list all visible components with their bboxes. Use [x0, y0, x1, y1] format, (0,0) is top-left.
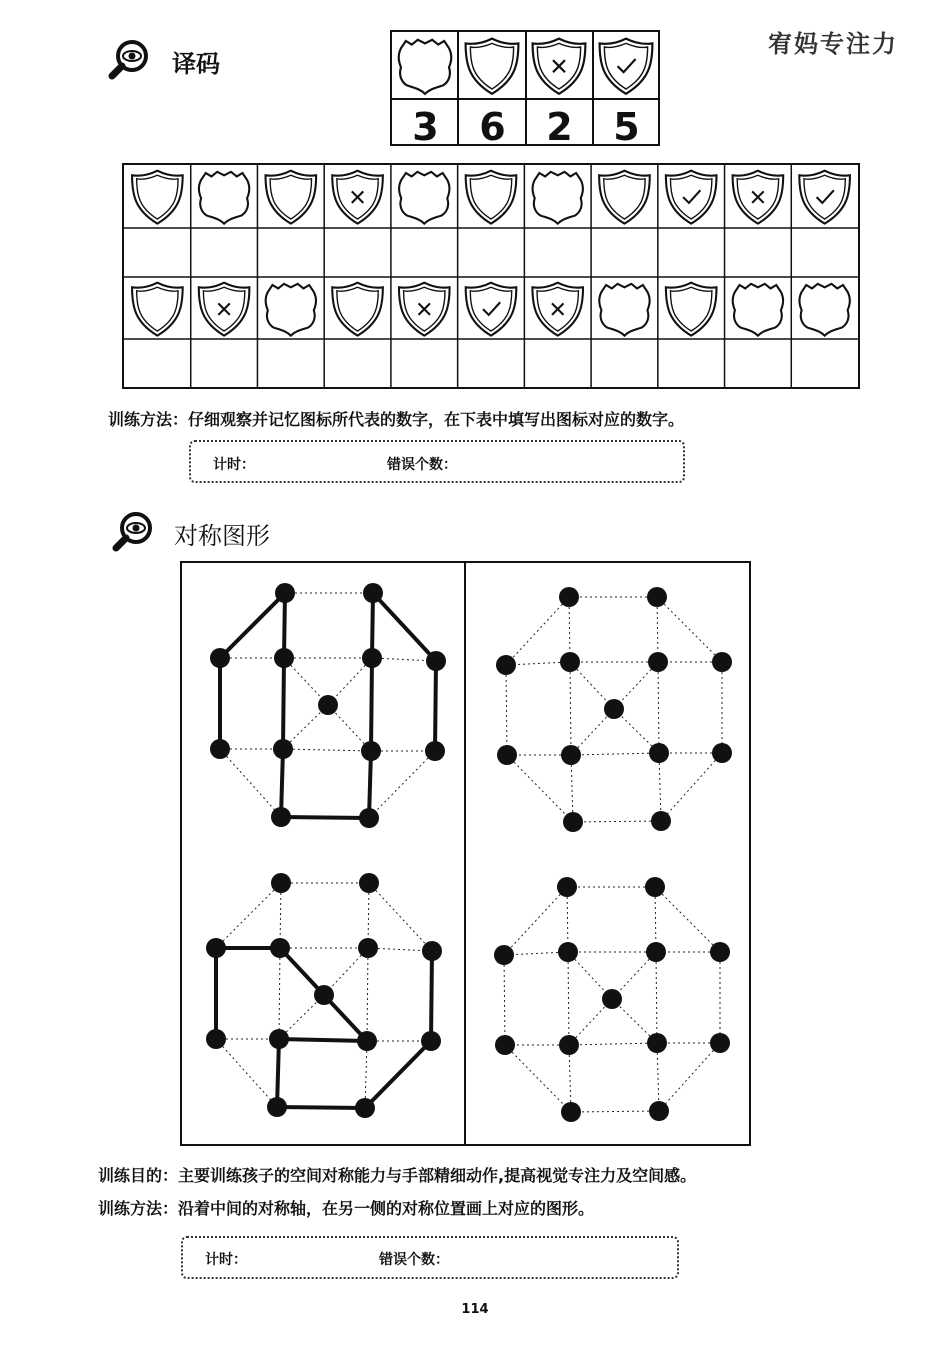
- grid-dot[interactable]: [359, 808, 379, 828]
- answer-cell[interactable]: [526, 341, 589, 385]
- grid-dot[interactable]: [314, 985, 334, 1005]
- badge-shield-icon: [533, 172, 583, 224]
- badge-shield-icon: [266, 284, 316, 336]
- answer-cell[interactable]: [126, 230, 189, 275]
- magnifier-eye-icon: [108, 38, 152, 86]
- decode-key-table: [390, 30, 660, 149]
- cross-shield-icon: [199, 283, 250, 336]
- answer-cell[interactable]: [326, 341, 389, 385]
- check-shield-icon: [666, 171, 717, 224]
- grid-dot[interactable]: [563, 812, 583, 832]
- grid-dot[interactable]: [559, 587, 579, 607]
- decode-record-box: [189, 440, 685, 483]
- grid-dot[interactable]: [210, 648, 230, 668]
- grid-dot[interactable]: [712, 652, 732, 672]
- magnifier-eye-icon: [112, 510, 156, 558]
- answer-cell[interactable]: [593, 341, 656, 385]
- grid-dot[interactable]: [647, 1033, 667, 1053]
- grid-dot[interactable]: [363, 583, 383, 603]
- grid-dot[interactable]: [359, 873, 379, 893]
- plain-shield-icon: [266, 171, 317, 224]
- grid-dot[interactable]: [647, 587, 667, 607]
- grid-dot[interactable]: [497, 745, 517, 765]
- drawn-segment: [281, 817, 369, 818]
- badge-shield-icon: [733, 284, 783, 336]
- timer-label: 计时：: [213, 457, 255, 473]
- decode-method-text: 训练方法：仔细观察并记忆图标所代表的数字，在下表中填写出图标对应的数字。: [108, 410, 685, 429]
- cross-shield-icon: [332, 171, 383, 224]
- answer-cell[interactable]: [393, 341, 456, 385]
- badge-shield-icon: [799, 284, 849, 336]
- cross-shield-icon: [399, 283, 450, 336]
- key-number-4: 5: [613, 105, 640, 149]
- answer-cell[interactable]: [460, 230, 523, 275]
- grid-dot[interactable]: [355, 1098, 375, 1118]
- drawn-segment: [281, 749, 283, 817]
- check-shield-icon: [799, 171, 850, 224]
- grid-dot[interactable]: [602, 989, 622, 1009]
- drawn-segment: [283, 658, 284, 749]
- check-shield-icon: [466, 283, 517, 336]
- badge-shield-icon: [599, 284, 649, 336]
- answer-cell[interactable]: [193, 230, 256, 275]
- symmetry-dot-grids[interactable]: [180, 561, 751, 1146]
- drawn-segment: [435, 661, 436, 751]
- grid-dot[interactable]: [274, 648, 294, 668]
- answer-cell[interactable]: [793, 341, 856, 385]
- symmetry-method-text: 训练方法：沿着中间的对称轴，在另一侧的对称位置画上对应的图形。: [98, 1199, 595, 1218]
- answer-cell[interactable]: [193, 341, 256, 385]
- errors-label: 错误个数：: [387, 457, 457, 473]
- answer-cell[interactable]: [727, 230, 790, 275]
- grid-dot[interactable]: [358, 938, 378, 958]
- answer-cell[interactable]: [793, 230, 856, 275]
- page-number: 114: [461, 1302, 489, 1317]
- grid-dot[interactable]: [496, 655, 516, 675]
- answer-cell[interactable]: [393, 230, 456, 275]
- answer-cell[interactable]: [460, 341, 523, 385]
- grid-dot[interactable]: [649, 1101, 669, 1121]
- grid-dot[interactable]: [318, 695, 338, 715]
- key-number-1: 3: [412, 105, 439, 149]
- drawn-segment: [373, 593, 436, 661]
- badge-shield-icon: [199, 172, 249, 224]
- cross-shield-icon: [733, 171, 784, 224]
- grid-dot[interactable]: [710, 1033, 730, 1053]
- key-number-3: 2: [546, 105, 573, 149]
- plain-shield-icon: [332, 283, 383, 336]
- grid-dot[interactable]: [651, 811, 671, 831]
- plain-shield-icon: [132, 283, 183, 336]
- answer-cell[interactable]: [259, 230, 322, 275]
- grid-dot[interactable]: [712, 743, 732, 763]
- answer-cell[interactable]: [727, 341, 790, 385]
- plain-shield-icon: [666, 283, 717, 336]
- grid-dot[interactable]: [421, 1031, 441, 1051]
- grid-dot[interactable]: [495, 1035, 515, 1055]
- answer-cell[interactable]: [326, 230, 389, 275]
- grid-dot[interactable]: [559, 1035, 579, 1055]
- badge-shield-icon: [399, 40, 452, 94]
- section-title-decode: 译码: [172, 50, 220, 78]
- grid-dot[interactable]: [561, 1102, 581, 1122]
- grid-dot[interactable]: [561, 745, 581, 765]
- grid-dot[interactable]: [422, 941, 442, 961]
- answer-cell[interactable]: [660, 341, 723, 385]
- plain-shield-icon: [466, 39, 519, 94]
- badge-shield-icon: [399, 172, 449, 224]
- symmetry-record-box: [181, 1236, 679, 1279]
- grid-dot[interactable]: [494, 945, 514, 965]
- drawn-segment: [220, 593, 285, 658]
- answer-cell[interactable]: [593, 230, 656, 275]
- drawn-segment: [277, 1107, 365, 1108]
- grid-dot[interactable]: [426, 651, 446, 671]
- answer-cell[interactable]: [660, 230, 723, 275]
- grid-dot[interactable]: [206, 1029, 226, 1049]
- grid-dot[interactable]: [560, 652, 580, 672]
- grid-dot[interactable]: [645, 877, 665, 897]
- grid-dot[interactable]: [649, 743, 669, 763]
- drawn-segment: [365, 1041, 431, 1108]
- symmetry-purpose-text: 训练目的：主要训练孩子的空间对称能力与手部精细动作,提高视觉专注力及空间感。: [98, 1166, 697, 1185]
- cross-shield-icon: [532, 283, 583, 336]
- decode-grid: [122, 163, 860, 389]
- grid-dot[interactable]: [271, 807, 291, 827]
- key-number-2: 6: [479, 105, 506, 149]
- grid-dot[interactable]: [357, 1031, 377, 1051]
- plain-shield-icon: [599, 171, 650, 224]
- cross-shield-icon: [533, 39, 586, 94]
- grid-dot[interactable]: [273, 739, 293, 759]
- grid-dot[interactable]: [558, 942, 578, 962]
- grid-dot[interactable]: [270, 938, 290, 958]
- timer-label: 计时：: [205, 1252, 247, 1268]
- grid-dot[interactable]: [362, 648, 382, 668]
- answer-cell[interactable]: [259, 341, 322, 385]
- drawn-segment: [371, 658, 372, 751]
- grid-dot[interactable]: [646, 942, 666, 962]
- grid-dot[interactable]: [604, 699, 624, 719]
- grid-dot[interactable]: [425, 741, 445, 761]
- grid-dot[interactable]: [710, 942, 730, 962]
- grid-dot[interactable]: [271, 873, 291, 893]
- drawn-segment: [369, 751, 371, 818]
- grid-dot[interactable]: [206, 938, 226, 958]
- plain-shield-icon: [132, 171, 183, 224]
- grid-dot[interactable]: [269, 1029, 289, 1049]
- answer-cell[interactable]: [526, 230, 589, 275]
- drawn-segment: [431, 951, 432, 1041]
- grid-dot[interactable]: [275, 583, 295, 603]
- check-shield-icon: [600, 39, 653, 94]
- drawn-segment: [277, 1039, 279, 1107]
- drawn-segment: [279, 1039, 367, 1041]
- errors-label: 错误个数：: [379, 1252, 449, 1268]
- grid-dot[interactable]: [361, 741, 381, 761]
- answer-cell[interactable]: [126, 341, 189, 385]
- section-title-symmetry: 对称图形: [174, 522, 270, 550]
- grid-dot[interactable]: [557, 877, 577, 897]
- grid-dot[interactable]: [648, 652, 668, 672]
- grid-dot[interactable]: [267, 1097, 287, 1117]
- plain-shield-icon: [466, 171, 517, 224]
- brand-title: 宥妈专注力: [768, 30, 898, 58]
- grid-dot[interactable]: [210, 739, 230, 759]
